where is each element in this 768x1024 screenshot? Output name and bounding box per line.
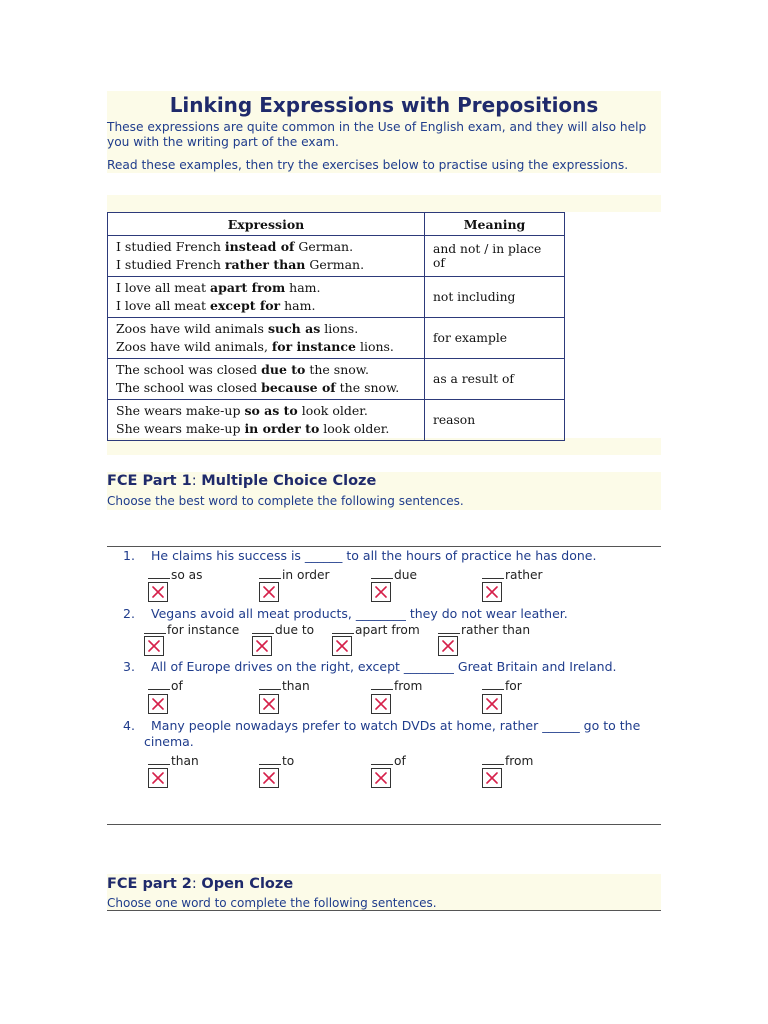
part2-title — [107, 876, 293, 892]
blank-line — [144, 633, 166, 634]
meaning-cell: for example — [425, 318, 565, 359]
part1-bottom-rule — [107, 824, 661, 825]
answer-option — [252, 623, 314, 637]
blank-line — [259, 689, 281, 690]
expression-cell — [108, 277, 425, 318]
meaning-cell: as a result of — [425, 359, 565, 400]
answer-checkbox[interactable] — [371, 582, 391, 602]
example-text: I studied French — [116, 239, 225, 254]
expression-bold: because of — [261, 380, 336, 395]
answer-option — [148, 568, 203, 582]
answer-option-label: from — [394, 679, 423, 693]
answer-option-label: due to — [275, 623, 315, 637]
example-text: Zoos have wild animals, — [116, 339, 272, 354]
example-text: The school was closed — [116, 380, 262, 395]
answer-option-label: for — [505, 679, 522, 693]
answer-checkbox[interactable] — [482, 768, 502, 788]
example-text: lions. — [355, 339, 394, 354]
answer-checkbox[interactable] — [252, 636, 272, 656]
example-text: Zoos have wild animals — [116, 321, 268, 336]
column-header-meaning: Meaning — [425, 213, 565, 236]
blank-line — [371, 578, 393, 579]
answer-option-label: to — [282, 754, 295, 768]
part2-title-bold: FCE part 2 — [107, 876, 192, 892]
answer-option — [482, 679, 522, 693]
meaning-cell: reason — [425, 400, 565, 441]
question-text: Vegans avoid all meat products, ________ they do not wear leather. — [151, 606, 568, 621]
broken-image-x-icon — [486, 586, 498, 598]
answer-option-label: due — [394, 568, 417, 582]
example-text: I love all meat — [116, 280, 210, 295]
broken-image-x-icon — [336, 640, 348, 652]
table-band-top — [107, 195, 661, 212]
example-text: ham. — [280, 298, 316, 313]
answer-checkbox[interactable] — [148, 768, 168, 788]
example-text: The school was closed — [116, 362, 262, 377]
broken-image-x-icon — [148, 640, 160, 652]
blank-line — [148, 578, 170, 579]
answer-checkbox[interactable] — [332, 636, 352, 656]
example-text: look older. — [297, 403, 368, 418]
answer-checkbox[interactable] — [148, 582, 168, 602]
intro-instruction: Read these examples, then try the exercises below to practise using the expressions. — [107, 158, 629, 172]
answer-option — [148, 754, 199, 768]
question-number: 2. — [123, 606, 135, 621]
blank-line — [482, 764, 504, 765]
table-row — [108, 277, 565, 318]
blank-line — [148, 689, 170, 690]
question-text: He claims his success is ______ to all the hours of practice he has done. — [151, 548, 597, 563]
example-text: look older. — [319, 421, 390, 436]
table-row — [108, 359, 565, 400]
answer-option-label: from — [505, 754, 534, 768]
intro-paragraph: These expressions are quite common in the Use of English exam, and they will also help you with the writing part of the exam. — [107, 120, 647, 149]
example-text: the snow. — [335, 380, 400, 395]
answer-option — [148, 679, 183, 693]
table-row — [108, 236, 565, 277]
expression-bold: for instance — [271, 339, 356, 354]
part2-title-colon: : — [191, 876, 202, 892]
part1-title-colon: : — [191, 473, 202, 489]
blank-line — [371, 764, 393, 765]
question-number: 4. — [123, 718, 135, 733]
answer-option-label: apart from — [355, 623, 420, 637]
expression-bold: instead of — [224, 239, 295, 254]
answer-checkbox[interactable] — [482, 694, 502, 714]
expression-bold: so as to — [244, 403, 298, 418]
broken-image-x-icon — [263, 772, 275, 784]
expression-cell — [108, 400, 425, 441]
answer-option — [259, 679, 310, 693]
example-text: the snow. — [305, 362, 369, 377]
expression-cell — [108, 359, 425, 400]
example-text: German. — [305, 257, 365, 272]
question-number: 1. — [123, 548, 135, 563]
example-text: German. — [294, 239, 354, 254]
answer-option-label: than — [282, 679, 310, 693]
example-text: ham. — [285, 280, 321, 295]
answer-checkbox[interactable] — [148, 694, 168, 714]
answer-checkbox[interactable] — [482, 582, 502, 602]
meaning-cell: and not / in place of — [425, 236, 565, 277]
blank-line — [332, 633, 354, 634]
broken-image-x-icon — [375, 586, 387, 598]
answer-option — [259, 568, 329, 582]
blank-line — [371, 689, 393, 690]
answer-option — [438, 623, 530, 637]
answer-option — [144, 623, 239, 637]
broken-image-x-icon — [486, 772, 498, 784]
answer-option-label: of — [171, 679, 183, 693]
answer-option-label: so as — [171, 568, 203, 582]
table-row — [108, 400, 565, 441]
blank-line — [252, 633, 274, 634]
question-text: All of Europe drives on the right, except ________ Great Britain and Ireland. — [151, 659, 617, 674]
part2-title-rest: Open Cloze — [201, 876, 294, 892]
expression-bold: in order to — [244, 421, 320, 436]
expression-bold: apart from — [210, 280, 286, 295]
expression-bold: rather than — [224, 257, 306, 272]
blank-line — [482, 578, 504, 579]
answer-checkbox[interactable] — [259, 694, 279, 714]
table-header-row — [108, 213, 565, 236]
broken-image-x-icon — [263, 586, 275, 598]
broken-image-x-icon — [375, 698, 387, 710]
example-text: lions. — [320, 321, 359, 336]
expression-cell — [108, 318, 425, 359]
part2-subtitle: Choose one word to complete the following sentences. — [107, 896, 437, 910]
expression-bold: due to — [261, 362, 306, 377]
broken-image-x-icon — [152, 772, 164, 784]
blank-line — [259, 578, 281, 579]
blank-line — [148, 764, 170, 765]
answer-option-label: than — [171, 754, 199, 768]
broken-image-x-icon — [442, 640, 454, 652]
answer-option-label: rather — [505, 568, 543, 582]
blank-line — [438, 633, 460, 634]
answer-option — [482, 754, 533, 768]
expression-cell — [108, 236, 425, 277]
blank-line — [259, 764, 281, 765]
table-row — [108, 318, 565, 359]
answer-checkbox[interactable] — [371, 768, 391, 788]
answer-checkbox[interactable] — [438, 636, 458, 656]
answer-option — [371, 679, 422, 693]
answer-option-label: for instance — [167, 623, 240, 637]
example-text: I studied French — [116, 257, 225, 272]
page-title: Linking Expressions with Prepositions — [169, 93, 599, 117]
answer-checkbox[interactable] — [371, 694, 391, 714]
broken-image-x-icon — [152, 586, 164, 598]
example-text: She wears make-up — [116, 403, 245, 418]
answer-checkbox[interactable] — [259, 582, 279, 602]
expression-bold: except for — [210, 298, 281, 313]
broken-image-x-icon — [152, 698, 164, 710]
part1-title — [107, 473, 376, 489]
question-text: Many people nowadays prefer to watch DVDs at home, rather ______ go to the cinema. — [144, 718, 641, 749]
broken-image-x-icon — [256, 640, 268, 652]
answer-option — [259, 754, 294, 768]
expressions-table — [107, 212, 565, 441]
part1-top-rule — [107, 546, 661, 547]
meaning-cell: not including — [425, 277, 565, 318]
answer-option — [371, 568, 417, 582]
answer-checkbox[interactable] — [144, 636, 164, 656]
part1-subtitle: Choose the best word to complete the following sentences. — [107, 494, 464, 508]
answer-option-label: rather than — [461, 623, 531, 637]
answer-checkbox[interactable] — [259, 768, 279, 788]
broken-image-x-icon — [375, 772, 387, 784]
question-number: 3. — [123, 659, 135, 674]
part2-rule — [107, 910, 661, 911]
answer-option — [482, 568, 543, 582]
expression-bold: such as — [267, 321, 321, 336]
example-text: I love all meat — [116, 298, 210, 313]
answer-option-label: of — [394, 754, 406, 768]
answer-option-label: in order — [282, 568, 330, 582]
part1-title-bold: FCE Part 1 — [107, 473, 192, 489]
broken-image-x-icon — [263, 698, 275, 710]
broken-image-x-icon — [486, 698, 498, 710]
answer-option — [332, 623, 420, 637]
part1-title-rest: Multiple Choice Cloze — [201, 473, 377, 489]
answer-option — [371, 754, 406, 768]
column-header-expression: Expression — [108, 213, 425, 236]
blank-line — [482, 689, 504, 690]
example-text: She wears make-up — [116, 421, 245, 436]
